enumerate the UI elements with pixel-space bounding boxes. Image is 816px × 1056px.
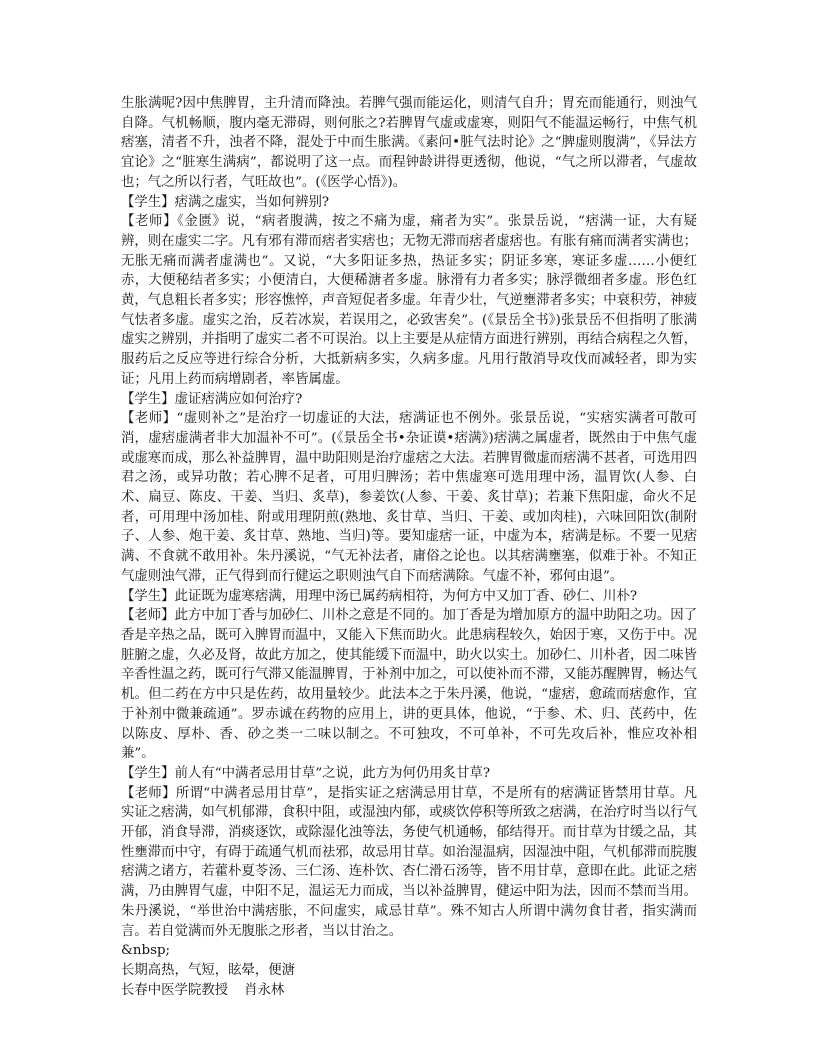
author-institution: 长春中医学院教授 [121, 982, 229, 998]
paragraph-text: “虚则补之”是治疗一切虚证的大法，痞满证也不例外。张景岳说，“实痞实满者可散可消，虚痞虚满者非大加温补不可”。(《景岳全书•杂证谟•痞满》)痞满之属虚者，既然由于中焦气虚或虚寒而成，那么补益脾胃，温中助阳则是治疗虚痞之大法。若脾胃微虚而痞满不甚者，可选用四君之汤，或异功散；若心脾不足者，可用归脾汤；若中焦虚寒可选用理中汤，温胃饮(人参、白术、扁豆、陈皮、干姜、当归、炙草)，参姜饮(人参、干姜、炙甘草)；若兼下焦阳虚，命火不足者，可用理中汤加桂、附或用理阴煎(熟地、炙甘草、当归、干姜、或加肉桂)，六味回阳饮(制附子、人参、炮干姜、炙甘草、熟地、当归)等。要知虚痞一证，中虚为本，痞满是标。不要一见痞满、不食就不敢用补。朱丹溪说，“气无补法者，庸俗之论也。以其痞满壅塞，似难于补。不知正气虚则浊气滞，正气得到而行健运之职则浊气自下而痞满除。气虚不补，邪何由退”。 [121, 411, 697, 584]
author-name: 肖永林 [244, 982, 285, 998]
paragraph-student-2 [121, 390, 697, 410]
speaker-label: 【学生】 [121, 765, 175, 781]
paragraph-student-3 [121, 587, 697, 607]
speaker-label: 【学生】 [121, 391, 175, 407]
paragraph-text: 生胀满呢?因中焦脾胃，主升清而降浊。若脾气强而能运化，则清气自升；胃充而能通行，则浊气自降。气机畅顺，腹内毫无滞碍，则何胀之?若脾胃气虚或虚寒，则阳气不能温运畅行，中焦气机痞塞，清者不升，浊者不降，混处于中而生胀满。《素问•脏气法时论》之“脾虚则腹满”，《异法方宜论》之“脏寒生满病”，都说明了这一点。而程钟龄讲得更透彻，他说，“气之所以滞者，气虚故也；气之所以行者，气旺故也”。(《医学心悟》)。 [121, 96, 697, 190]
paragraph-student-1 [121, 193, 697, 213]
paragraph-text: 所谓“中满者忌用甘草”，是指实证之痞满忌用甘草，不是所有的痞满证皆禁用甘草。凡实证之痞满，如气机郁滞，食积中阻，或湿浊内郁，或痰饮停积等所致之痞满，在治疗时当以行气开郁，消食导滞，消痰逐饮，或除湿化浊等法，务使气机通畅，郁结得开。而甘草为甘缓之品，其性壅滞而中守，有碍于疏通气机而祛邪，故忌用甘草。如治湿温病，因湿浊中阻，气机郁滞而脘腹痞满之诸方，若藿朴夏苓汤、三仁汤、连朴饮、杏仁滑石汤等，皆不用甘草，意即在此。此证之痞满，乃由脾胃气虚，中阳不足，温运无力而成，当以补益脾胃，健运中阳为法，因而不禁而当用。朱丹溪说，“举世治中满痞胀，不问虚实，咸忌甘草”。殊不知古人所谓中满勿食甘者，指实满而言。若自觉满而外无腹胀之形者，当以甘治之。 [121, 785, 697, 939]
speaker-label: 【老师】 [121, 785, 176, 801]
paragraph-teacher-1 [121, 212, 697, 389]
speaker-label: 【学生】 [121, 588, 175, 604]
speaker-label: 【学生】 [121, 194, 175, 210]
author-line [121, 981, 697, 1001]
document-page [121, 94, 697, 1000]
html-entity-line: &nbsp; [121, 943, 171, 959]
paragraph-teacher-2 [121, 409, 697, 586]
paragraph-text: 此证既为虚寒痞满，用理中汤已属药病相符，为何方中又加丁香、砂仁、川朴? [174, 588, 638, 604]
paragraph-teacher-3 [121, 606, 697, 764]
paragraph-intro [121, 94, 697, 193]
paragraph-text: 虚证痞满应如何治疗? [174, 391, 303, 407]
paragraph-text: 前人有“中满者忌用甘草”之说，此方为何仍用炙甘草? [174, 765, 491, 781]
paragraph-teacher-4 [121, 784, 697, 942]
speaker-label: 【老师】 [121, 214, 178, 230]
speaker-label: 【老师】 [121, 608, 175, 624]
paragraph-text: 痞满之虚实，当如何辨别? [174, 194, 330, 210]
next-section-title: 长期高热，气短，眩晕，便溏 [121, 962, 296, 978]
paragraph-student-4 [121, 764, 697, 784]
speaker-label: 【老师】 [121, 411, 177, 427]
paragraph-text: 《金匮》说，“病者腹满，按之不痛为虚，痛者为实”。张景岳说，“痞满一证，大有疑辨，则在虚实二字。凡有邪有滞而痞者实痞也；无物无滞而痞者虚痞也。有胀有痛而满者实满也；无胀无痛而满者虚满也”。又说，“大多阳证多热，热证多实；阴证多寒，寒证多虚……小便红赤，大便秘结者多实；小便清白，大便稀溏者多虚。脉滑有力者多实；脉浮微细者多虚。形色红黄，气息粗长者多实；形容憔悴，声音短促者多虚。年青少壮，气逆壅滞者多实；中衰积劳，神疲气怯者多虚。虚实之治，反若冰炭，若误用之，必致害矣”。(《景岳全书》)张景岳不但指明了胀满虚实之辨别，并指明了虚实二者不可误治。以上主要是从症情方面进行辨别，再结合病程之久暂，服药后之反应等进行综合分析，大抵新病多实，久病多虚。凡用行散消导攻伐而减轻者，即为实证；凡用上药而病增剧者，率皆属虚。 [121, 214, 697, 387]
paragraph-text: 此方中加丁香与加砂仁、川朴之意是不同的。加丁香是为增加原方的温中助阳之功。因了香是辛热之品，既可入脾胃而温中，又能入下焦而助火。此患病程较久，始因于寒，又伤于中。况脏腑之虚，久必及肾，故此方加之，使其能缓下而温中，助火以实土。加砂仁、川朴者，因二味皆辛香性温之药，既可行气滞又能温脾胃，于补剂中加之，可以使补而不滞，又能苏醒脾胃，畅达气机。但二药在方中只是佐药，故用量较少。此法本之于朱丹溪，他说，“虚痞，愈疏而痞愈作，宜于补剂中微兼疏通”。罗赤诚在药物的应用上，讲的更具体，他说，“于参、术、归、芪药中，佐以陈皮、厚朴、香、砂之类一二味以制之。不可独攻，不可单补，不可先攻后补，惟应攻补相兼”。 [121, 608, 698, 762]
